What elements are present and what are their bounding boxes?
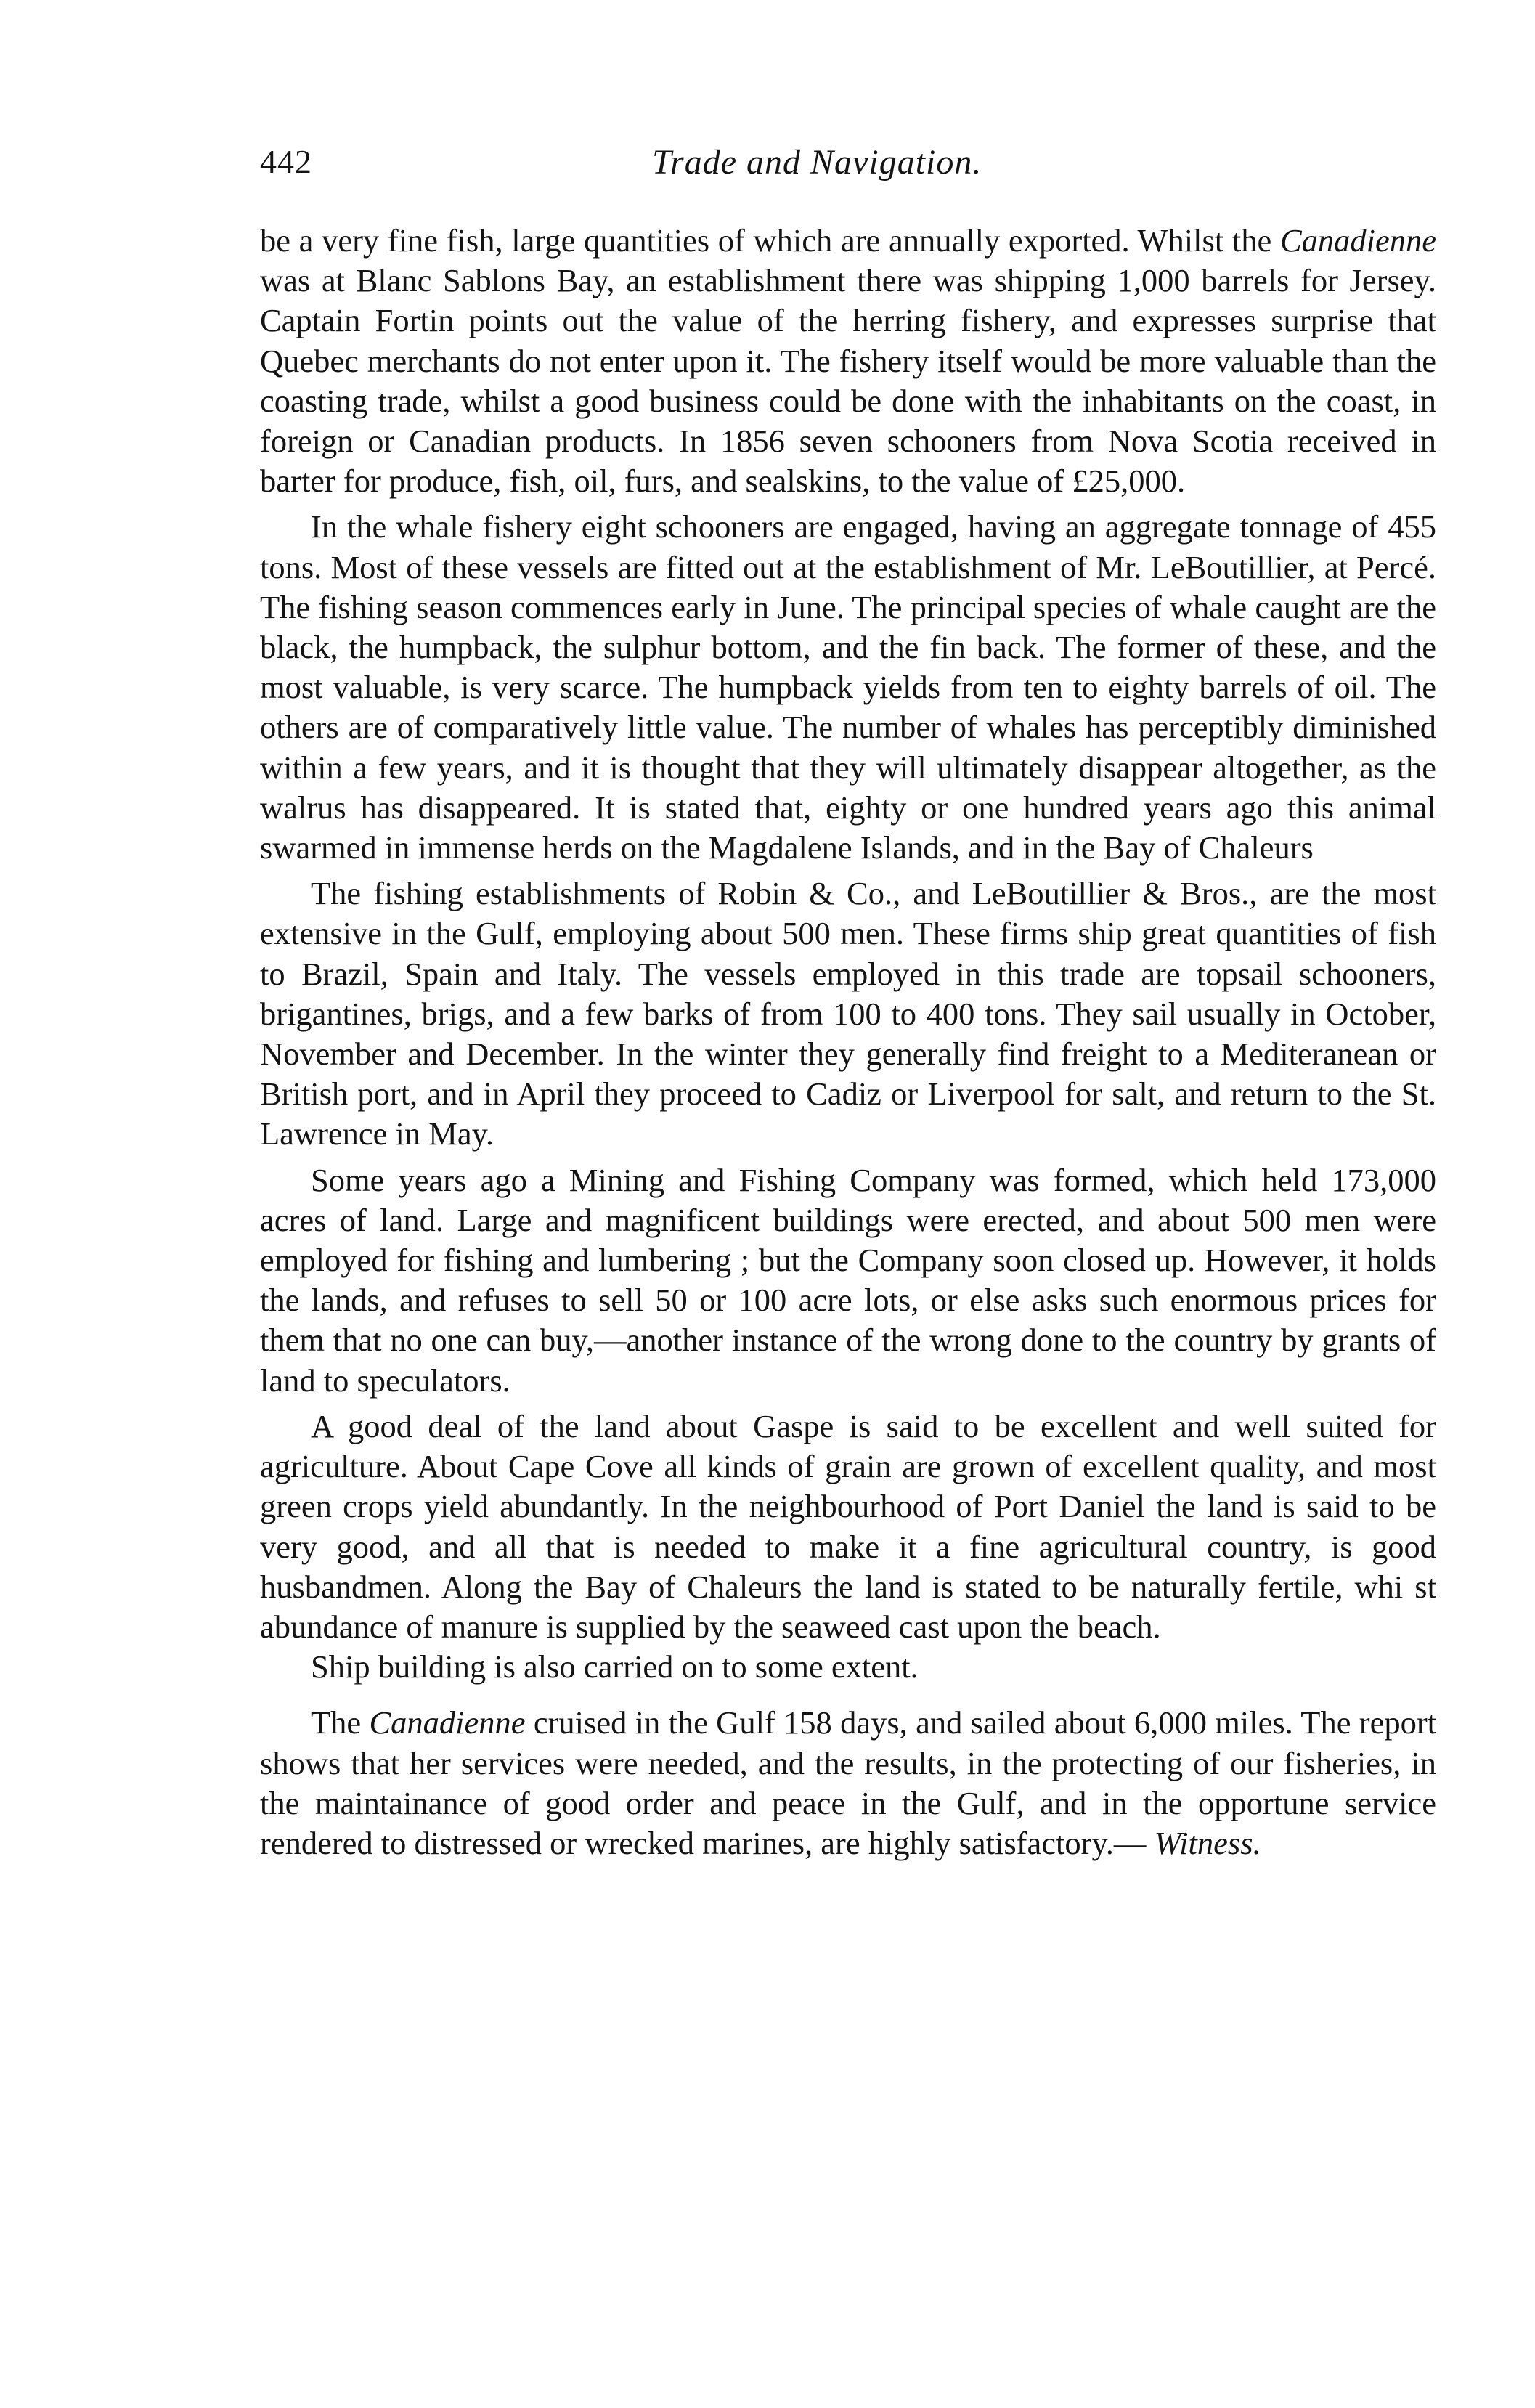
ship-name: Canadienne [369, 1704, 526, 1741]
source-attribution: Witness. [1154, 1824, 1261, 1861]
paragraph-canadienne-cruise [260, 1703, 1436, 1863]
paragraph-fishing-establishments: The fishing establishments of Robin & Co., and LeBoutillier & Bros., are the most extensive in the Gulf, employing about 500 men. These firms ship great quantities of fish to Brazil, Spain and Italy. The vessels employed in this trade are topsail schooners, brigantines, brigs, and a few barks of from 100 to 400 tons. They sail usually in October, November and December. In the winter they generally find freight to a Mediteranean or British port, and in April they proceed to Cadiz or Liverpool for salt, and return to the St. Lawrence in May. [260, 875, 1436, 1152]
paragraph-ship-building: Ship building is also carried on to some extent. [311, 1648, 919, 1685]
paragraph-fish-exports [260, 221, 1436, 501]
running-title: Trade and Navigation. [652, 143, 982, 182]
ship-name: Canadienne [1279, 222, 1436, 259]
page-number: 442 [260, 143, 312, 180]
paragraph-whale-fishery: In the whale fishery eight schooners are engaged, having an aggregate tonnage of 455 tons. Most of these vessels are fitted out at the establishment of Mr. LeBoutillier, at Percé. The fishing season commences early in June. The principal species of whale caught are the black, the humpback, the sulphur bottom, and the fin back. The former of these, and the most valuable, is very scarce. The humpback yields from ten to eighty barrels of oil. The others are of comparatively little value. The number of whales has perceptibly diminished within a few years, and it is thought that they will ultimately disappear altogether, as the walrus has disappeared. It is stated that, eighty or one hundred years ago this animal swarmed in immense herds on the Magdalene Islands, and in the Bay of Chaleurs [260, 508, 1436, 866]
page-header [260, 142, 1436, 193]
paragraph-mining-company: Some years ago a Mining and Fishing Company was formed, which held 173,000 acres of land. Large and magnificent buildings were erected, and about 500 men were employed for fishing and lumbering ; but the Company soon closed up. However, it holds the lands, and refuses to sell 50 or 100 acre lots, or else asks such enormous prices for them that no one can buy,—another instance of the wrong done to the country by grants of land to speculators. [260, 1161, 1436, 1399]
paragraph-text: was at Blanc Sablons Bay, an establishment there was shipping 1,000 barrels for Jersey. Captain Fortin points out the value of the herring fishery, and expresses surprise that Quebec merchants do not enter upon it. The fishery itself would be more valuable than the coasting trade, whilst a good business could be done with the inhabitants on the coast, in foreign or Canadian products. In 1856 seven schooners from Nova Scotia received in barter for produce, fish, oil, furs, and sealskins, to the value of £25,000. [260, 262, 1436, 500]
body-text [260, 221, 1436, 1863]
paragraph-text: The [311, 1704, 370, 1741]
paragraph-agriculture: A good deal of the land about Gaspe is said to be excellent and well suited for agriculture. About Cape Cove all kinds of grain are grown of excellent quality, and most green crops yield abundantly. In the neighbourhood of Port Daniel the land is said to be very good, and all that is needed to make it a fine agricultural country, is good husbandmen. Along the Bay of Chaleurs the land is stated to be naturally fertile, whi st abundance of manure is supplied by the seaweed cast upon the beach. [260, 1407, 1436, 1645]
paragraph-text: cruised in the Gulf 158 days, and sailed about 6,000 miles. The report shows that her services were needed, and the results, in the protecting of our fisheries, in the maintainance of good order and peace in the Gulf, and in the opportune service rendered to distressed or wrecked marines, are highly satisfactory.— [260, 1704, 1437, 1861]
paragraph-text: be a very fine fish, large quantities of which are annually exported. Whilst the [260, 222, 1280, 259]
